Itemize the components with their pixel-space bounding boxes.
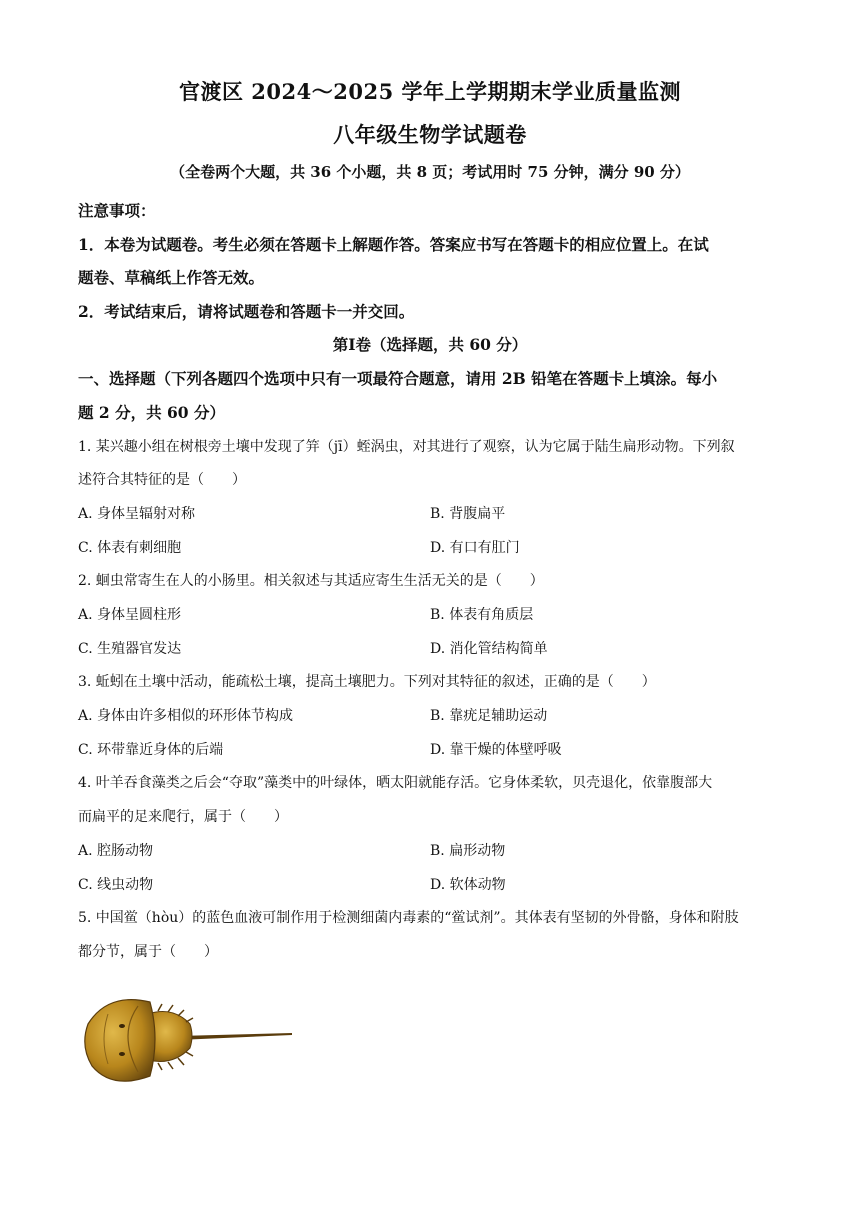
question-4-stem-line-2: 而扁平的足来爬行，属于（ ） bbox=[78, 809, 288, 825]
question-1-stem-line-2: 述符合其特征的是（ ） bbox=[78, 472, 246, 488]
question-1-option-d: D. 有口有肛门 bbox=[430, 540, 520, 556]
notice-item-1-line-2: 题卷、草稿纸上作答无效。 bbox=[78, 268, 265, 287]
question-2-option-c: C. 生殖器官发达 bbox=[78, 641, 182, 657]
notice-item-2: 2．考试结束后，请将试题卷和答题卡一并交回。 bbox=[78, 302, 415, 321]
head-shield bbox=[85, 1000, 155, 1082]
exam-title: 官渡区 2024～2025 学年上学期期末学业质量监测 bbox=[178, 79, 681, 104]
horseshoe-crab-image bbox=[78, 984, 298, 1094]
question-1-option-b: B. 背腹扁平 bbox=[430, 506, 506, 522]
question-4-stem-line-1: 4. 叶羊吞食藻类之后会“夺取”藻类中的叶绿体，晒太阳就能存活。它身体柔软，贝壳退化，依靠腹部大 bbox=[78, 775, 713, 791]
notice-heading: 注意事项： bbox=[78, 201, 156, 220]
compound-eye bbox=[119, 1024, 125, 1028]
exam-subject-title: 八年级生物学试题卷 bbox=[333, 122, 527, 147]
notice-item-1-line-1: 1．本卷为试题卷。考生必须在答题卡上解题作答。答案应书写在答题卡的相应位置上。在试 bbox=[78, 235, 709, 254]
question-2-option-b: B. 体表有角质层 bbox=[430, 607, 534, 623]
question-4-option-c: C. 线虫动物 bbox=[78, 877, 154, 893]
question-3-option-c: C. 环带靠近身体的后端 bbox=[78, 742, 224, 758]
question-2-option-a: A. 身体呈圆柱形 bbox=[78, 607, 182, 623]
question-3-stem: 3. 蚯蚓在土壤中活动，能疏松土壤，提高土壤肥力。下列对其特征的叙述，正确的是（ ） bbox=[78, 674, 656, 690]
compound-eye bbox=[119, 1052, 125, 1056]
question-4-option-a: A. 腔肠动物 bbox=[78, 843, 154, 859]
question-1-option-c: C. 体表有刺细胞 bbox=[78, 540, 182, 556]
question-4-option-b: B. 扁形动物 bbox=[430, 843, 506, 859]
question-3-option-d: D. 靠干燥的体壁呼吸 bbox=[430, 742, 562, 758]
question-3-option-a: A. 身体由许多相似的环形体节构成 bbox=[78, 708, 294, 724]
tail-spine bbox=[178, 1033, 292, 1040]
section-instruction-line-1: 一、选择题（下列各题四个选项中只有一项最符合题意，请用 2B 铅笔在答题卡上填涂。每小 bbox=[78, 369, 718, 388]
section-instruction-line-2: 题 2 分，共 60 分） bbox=[78, 403, 225, 422]
question-5-stem-line-1: 5. 中国鲎（hòu）的蓝色血液可制作用于检测细菌内毒素的“鲎试剂”。其体表有坚韧的外骨骼，身体和附肢 bbox=[78, 910, 739, 926]
question-4-option-d: D. 软体动物 bbox=[430, 877, 506, 893]
question-2-stem: 2. 蛔虫常寄生在人的小肠里。相关叙述与其适应寄生生活无关的是（ ） bbox=[78, 573, 544, 589]
exam-info: （全卷两个大题，共 36 个小题，共 8 页；考试用时 75 分钟，满分 90 分） bbox=[170, 163, 690, 181]
question-1-option-a: A. 身体呈辐射对称 bbox=[78, 506, 196, 522]
question-1-stem-line-1: 1. 某兴趣小组在树根旁土壤中发现了笄（jī）蛭涡虫，对其进行了观察，认为它属于陆生扁形动物。下列叙 bbox=[78, 439, 735, 455]
question-5-stem-line-2: 都分节，属于（ ） bbox=[78, 944, 218, 960]
section-title: 第Ⅰ卷（选择题，共 60 分） bbox=[332, 335, 528, 354]
question-2-option-d: D. 消化管结构简单 bbox=[430, 641, 548, 657]
question-3-option-b: B. 靠疣足辅助运动 bbox=[430, 708, 548, 724]
